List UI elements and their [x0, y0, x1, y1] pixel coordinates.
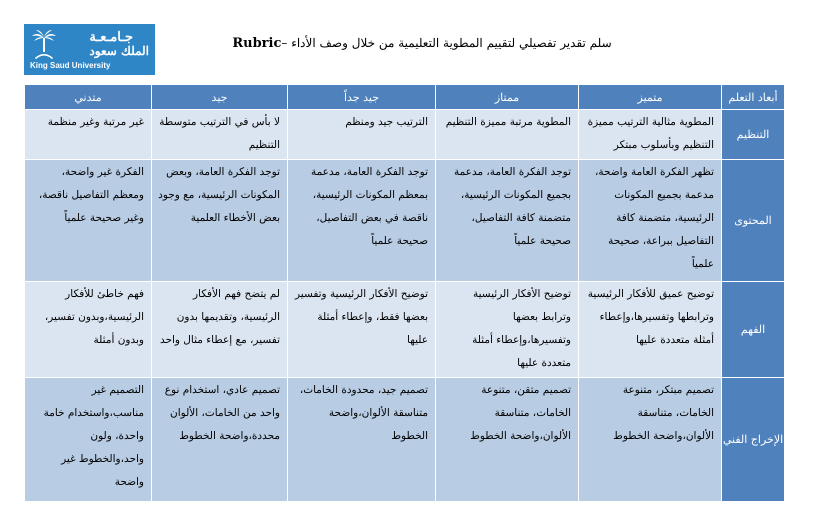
table-cell: فهم خاطئ للأفكار الرئيسية،وبدون تفسير، وبدون أمثلة — [25, 282, 152, 378]
table-cell: غير مرتبة وغير منظمة — [25, 110, 152, 160]
row-dimension-organization: التنظيم — [722, 110, 785, 160]
title-arabic: سلم تقدير تفصيلي لتقييم المطوية التعليمية من خلال وصف الأداء – — [281, 36, 612, 50]
rubric-table — [24, 84, 785, 502]
row-dimension-understanding: الفهم — [722, 282, 785, 378]
logo-arabic-line2: الملك سعود — [89, 43, 149, 58]
table-cell: المطوية مرتبة مميزة التنظيم — [436, 110, 579, 160]
table-row — [25, 160, 785, 282]
table-cell: تصميم عادي، استخدام نوع واحد من الخامات، الألوان محددة،واضحة الخطوط — [152, 378, 288, 502]
table-cell: توجد الفكرة العامة، مدعمة بجميع المكونات الرئيسية، متضمنة كافة التفاصيل، صحيحة علمياً — [436, 160, 579, 282]
page-title — [222, 36, 622, 51]
header-low: متدني — [25, 85, 152, 110]
header-good: جيد — [152, 85, 288, 110]
table-cell: توجد الفكرة العامة، وبعض المكونات الرئيسية، مع وجود بعض الأخطاء العلمية — [152, 160, 288, 282]
table-row — [25, 110, 785, 160]
palm-swords-emblem-icon — [30, 28, 58, 60]
table-cell: تظهر الفكرة العامة واضحة، مدعمة بجميع المكونات الرئيسية، متضمنة كافة التفاصيل ببراعة، صحيحة علمياً — [579, 160, 722, 282]
row-dimension-artistic-output: الإخراج الفني — [722, 378, 785, 502]
header-row — [25, 85, 785, 110]
header-dimensions: أبعاد التعلم — [722, 85, 785, 110]
table-cell: تصميم جيد، محدودة الخامات، متناسقة الألوان،واضحة الخطوط — [288, 378, 436, 502]
header-very-good: جيد جداً — [288, 85, 436, 110]
table-cell: الترتيب جيد ومنظم — [288, 110, 436, 160]
table-cell: المطوية مثالية الترتيب مميزة التنظيم وبأسلوب مبتكر — [579, 110, 722, 160]
table-row — [25, 282, 785, 378]
table-cell: لا بأس في الترتيب متوسطة التنظيم — [152, 110, 288, 160]
table-cell: توضيح عميق للأفكار الرئيسية وترابطها وتفسيرها،وإعطاء أمثلة متعددة عليها — [579, 282, 722, 378]
header-distinguished: متميز — [579, 85, 722, 110]
table-cell: لم يتضح فهم الأفكار الرئيسية، وتقديمها بدون تفسير، مع إعطاء مثال واحد — [152, 282, 288, 378]
logo-arabic-text — [89, 31, 149, 57]
logo-english-text: King Saud University — [30, 61, 111, 70]
university-logo — [24, 24, 155, 75]
table-cell: الفكرة غير واضحة، ومعظم التفاصيل ناقصة، وغير صحيحة علمياً — [25, 160, 152, 282]
row-dimension-content: المحتوى — [722, 160, 785, 282]
table-row — [25, 378, 785, 502]
table-cell: تصميم مبتكر، متنوعة الخامات، متناسقة الألوان،واضحة الخطوط — [579, 378, 722, 502]
logo-top-row — [30, 28, 149, 60]
logo-arabic-line1: جـامـعـة — [89, 29, 134, 45]
title-rubric-word: Rubric — [232, 36, 282, 51]
table-cell: التصميم غير مناسب،واستخدام خامة واحدة، ولون واحد،والخطوط غير واضحة — [25, 378, 152, 502]
table-cell: توجد الفكرة العامة، مدعمة بمعظم المكونات الرئيسية، ناقصة في بعض التفاصيل، صحيحة علمياً — [288, 160, 436, 282]
table-cell: توضيح الأفكار الرئيسية وتفسير بعضها فقط، وإعطاء أمثلة عليها — [288, 282, 436, 378]
table-cell: تصميم متقن، متنوعة الخامات، متناسقة الألوان،واضحة الخطوط — [436, 378, 579, 502]
table-cell: توضيح الأفكار الرئيسية وترابط بعضها وتفسيرها،وإعطاء أمثلة متعددة عليها — [436, 282, 579, 378]
header-excellent: ممتاز — [436, 85, 579, 110]
